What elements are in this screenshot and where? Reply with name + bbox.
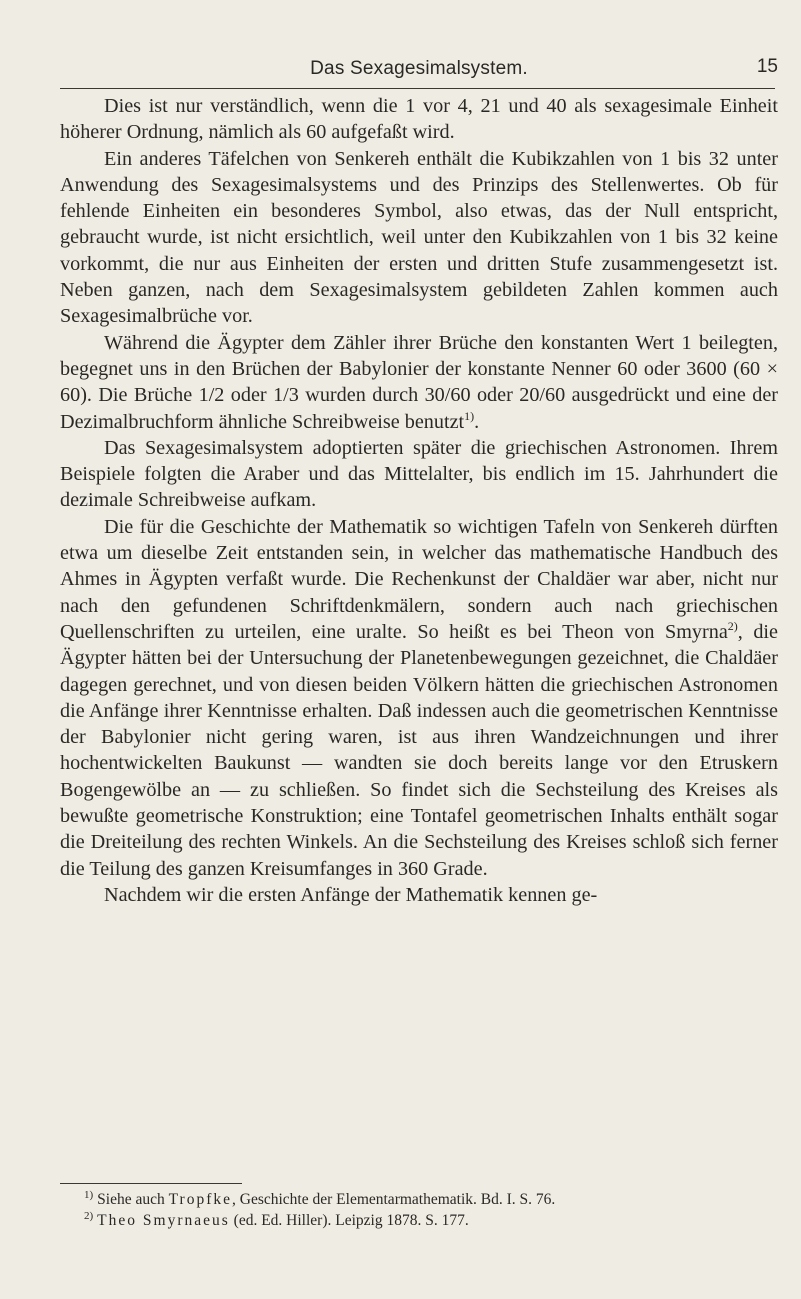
- footnote-1-post: , Geschichte der Elementarmathematik. Bd. I. S. 76.: [232, 1191, 556, 1208]
- paragraph-3: [60, 330, 778, 435]
- paragraph-3-text-e: ausgedrückt und eine der Dezimalbruchform ähnliche Schreibweise benutzt: [60, 384, 779, 433]
- footnote-ref-2[interactable]: 2): [727, 618, 738, 633]
- header-rule: [60, 88, 775, 89]
- footnote-1-pre: Siehe auch: [97, 1191, 169, 1208]
- paragraph-3-text-b: oder: [224, 384, 274, 407]
- footnote-2-mark: 2): [84, 1209, 94, 1222]
- footnote-1-author: Tropfke: [168, 1191, 233, 1208]
- page-number: 15: [756, 56, 778, 77]
- footnote-rule: [60, 1183, 242, 1184]
- footnote-1: [60, 1190, 778, 1211]
- paragraph-3-text-d: oder: [470, 384, 520, 407]
- paragraph-5-text-b: , die Ägypter hätten bei der Untersuchung der Planetenbewegungen gezeichnet, die Chaldäer dagegen gerechnet, und von diesen beiden Völkern hätten die griechischen Astronomen die Anfänge ihrer Kenntnisse erhalten. Daß indessen auch die geometrischen Kenntnisse der Babylonier nicht gering waren, ist aus ihren Wandzeichnungen und ihrer hochentwickelten Baukunst — wandten sie doch bereits lange vor den Etruskern Bogengewölbe an — zu schließen. So findet sich die Sechsteilung des Kreises als bewußte geometrische Konstruktion; eine Tontafel geometrischen Inhalts enthält sogar die Dreiteilung des rechten Winkels. An die Sechsteilung des Kreises schloß sich ferner die Teilung des ganzen Kreisumfanges in 360 Grade.: [60, 620, 778, 880]
- paragraph-5: [60, 514, 778, 882]
- footnote-2: [60, 1211, 778, 1232]
- fraction-thirty-sixtieths: 30/60: [424, 384, 471, 407]
- footnote-2-post: (ed. Ed. Hiller). Leipzig 1878. S. 177.: [229, 1211, 469, 1229]
- paragraph-1: Dies ist nur verständlich, wenn die 1 vor 4, 21 und 40 als sexagesimale Einheit höherer Ordnung, nämlich als 60 aufgefaßt wird.: [60, 95, 778, 144]
- footnotes: [60, 1190, 778, 1231]
- paragraph-3-text-end: .: [474, 410, 480, 433]
- footnote-1-mark: 1): [84, 1189, 94, 1201]
- paragraph-3-text-c: wurden durch: [298, 384, 425, 407]
- paragraph-2: Ein anderes Täfelchen von Senkereh enthält die Kubikzahlen von 1 bis 32 unter Anwendung des Sexagesimalsystems und des Prinzips des Stellenwertes. Ob für fehlende Einheiten ein besonderes Symbol, also etwas, das der Null entspricht, gebraucht wurde, ist nicht ersichtlich, weil unter den Kubikzahlen von 1 bis 32 keine vorkommt, die nur aus Einheiten der ersten und dritten Stufe zusammengesetzt ist. Neben ganzen, nach dem Sexagesimalsystem gebildeten Zahlen kommen auch Sexagesimalbrüche vor.: [60, 147, 778, 328]
- paragraph-4: Das Sexagesimalsystem adoptierten später die griechischen Astronomen. Ihrem Beispiele folgten die Araber und das Mittelalter, bis endlich im 15. Jahrhundert die dezimale Schreibweise aufkam.: [60, 436, 778, 512]
- fraction-one-half: 1/2: [198, 384, 225, 407]
- paragraph-5-text-a: Die für die Geschichte der Mathematik so wichtigen Tafeln von Senkereh dürften etwa um dieselbe Zeit entstanden sein, in welcher das mathematische Handbuch des Ahmes in Ägypten verfaßt wurde. Die Rechenkunst der Chaldäer war aber, nicht nur nach den gefundenen Schriftdenkmälern, sondern auch nach griechischen Quellenschriften zu urteilen, eine uralte. So heißt es bei Theon von Smyrna: [60, 515, 778, 643]
- page-header: [60, 56, 778, 86]
- running-title: Das Sexagesimalsystem.: [310, 58, 528, 79]
- fraction-one-third: 1/3: [273, 384, 299, 407]
- body-text: [60, 93, 778, 908]
- paragraph-3-text-a: Während die Ägypter dem Zähler ihrer Brüche den konstanten Wert 1 beilegten, begegnet uns in den Brüchen der Babylonier der konstante Nenner 60 oder 3600 (60 × 60). Die Brüche: [60, 331, 778, 407]
- fraction-twenty-sixtieths: 20/60: [519, 384, 566, 407]
- footnote-2-author: Theo Smyrnaeus: [97, 1211, 230, 1229]
- footnote-ref-1[interactable]: 1): [464, 408, 475, 423]
- paragraph-6: Nachdem wir die ersten Anfänge der Mathematik kennen ge-: [104, 883, 598, 906]
